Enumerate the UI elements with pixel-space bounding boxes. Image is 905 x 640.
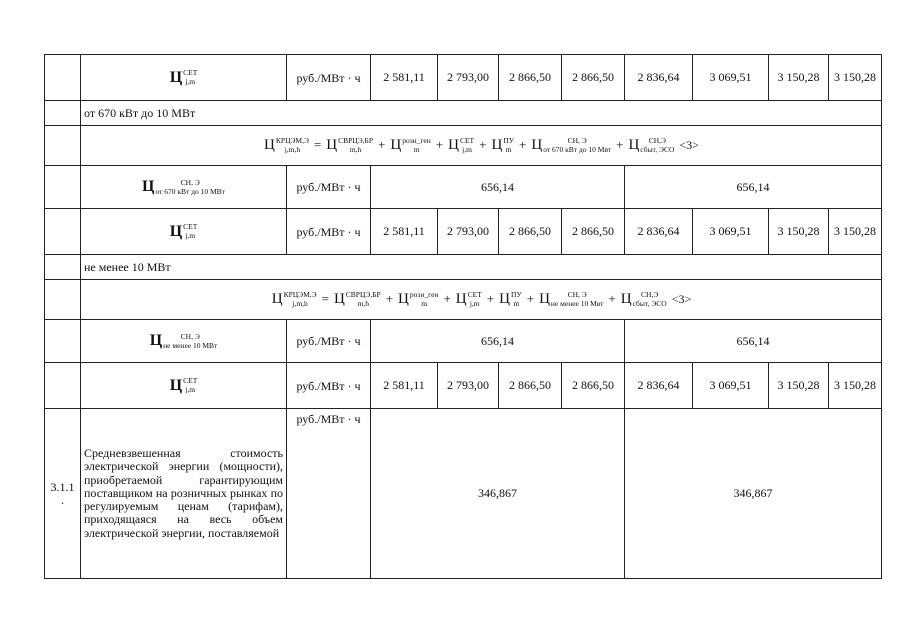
price-cell: 3 069,51 bbox=[693, 55, 769, 101]
price-cell: 2 793,00 bbox=[438, 55, 499, 101]
price-cell: 2 836,64 bbox=[625, 209, 693, 255]
formula-10: Ц КРЦЭМ,Э j,m,h = Ц СВРЦЭ,БР m,h + Ц розн_ген m + Ц СЕТ j,m + Ц ПУ m + Ц СН, Э не менее 10 Мвт + Ц СН,Э сбыт, ЭСО <3> bbox=[81, 280, 882, 320]
price-cell: 3 150,28 bbox=[769, 363, 829, 409]
price-cell: 2 866,50 bbox=[499, 363, 562, 409]
price-cell: 2 581,11 bbox=[371, 209, 438, 255]
unit-cell: руб./МВт · ч bbox=[287, 166, 371, 209]
unit-cell: руб./МВт · ч bbox=[287, 363, 371, 409]
price-cell: 2 793,00 bbox=[438, 363, 499, 409]
price-cell: 3 150,28 bbox=[769, 55, 829, 101]
tariff-table bbox=[44, 54, 882, 579]
table-row bbox=[45, 320, 882, 363]
price-cell: 3 150,28 bbox=[829, 363, 882, 409]
price-cell: 3 069,51 bbox=[693, 363, 769, 409]
price-cell: 2 836,64 bbox=[625, 55, 693, 101]
index-cell bbox=[45, 101, 81, 126]
index-cell bbox=[45, 126, 81, 166]
footnote-ref: <3> bbox=[671, 292, 692, 306]
table-row bbox=[45, 280, 882, 320]
symbol-cell: Ц СЕТ j,m bbox=[81, 363, 287, 409]
row-description: Средневзвешенная стоимость электрической энергии (мощности), приобретаемой гарантирующим поставщиком на розничных рынках по регулируемым ценам (тарифам), приходящаяся на весь объем электрической энергии, поставляемой bbox=[81, 409, 287, 579]
value-cell-h1: 656,14 bbox=[371, 166, 625, 209]
section-label: не менее 10 МВт bbox=[81, 255, 882, 280]
table-row bbox=[45, 126, 882, 166]
price-cell: 2 866,50 bbox=[562, 209, 625, 255]
symbol-cell: Ц СН, Э от 670 кВт до 10 МВт bbox=[81, 166, 287, 209]
index-cell bbox=[45, 320, 81, 363]
price-cell: 3 150,28 bbox=[829, 55, 882, 101]
table-row bbox=[45, 101, 882, 126]
price-cell: 2 866,50 bbox=[499, 209, 562, 255]
value-cell-h2: 656,14 bbox=[625, 166, 882, 209]
unit-cell: руб./МВт · ч bbox=[287, 55, 371, 101]
price-cell: 2 581,11 bbox=[371, 363, 438, 409]
index-cell bbox=[45, 166, 81, 209]
value-cell-h2: 656,14 bbox=[625, 320, 882, 363]
table-row bbox=[45, 166, 882, 209]
value-cell-h2: 346,867 bbox=[625, 409, 882, 579]
unit-cell: руб./МВт · ч bbox=[287, 320, 371, 363]
index-cell bbox=[45, 209, 81, 255]
price-cell: 3 150,28 bbox=[769, 209, 829, 255]
index-cell bbox=[45, 280, 81, 320]
table-row bbox=[45, 409, 882, 579]
index-cell bbox=[45, 255, 81, 280]
price-cell: 2 581,11 bbox=[371, 55, 438, 101]
unit-cell: руб./МВт · ч bbox=[287, 209, 371, 255]
value-cell-h1: 346,867 bbox=[371, 409, 625, 579]
row-index: 3.1.1 . bbox=[45, 409, 81, 579]
section-label: от 670 кВт до 10 МВт bbox=[81, 101, 882, 126]
symbol-cell: Ц СН, Э не менее 10 МВт bbox=[81, 320, 287, 363]
price-cell: 3 069,51 bbox=[693, 209, 769, 255]
table-row bbox=[45, 55, 882, 101]
formula-670: Ц КРЦЭМ,Э j,m,h = Ц СВРЦЭ,БР m,h + Ц розн_ген m + Ц СЕТ j,m + Ц ПУ m + Ц СН, Э от 670 кВт до 10 Мвт + Ц СН,Э сбыт, ЭСО <3> bbox=[81, 126, 882, 166]
price-cell: 2 866,50 bbox=[562, 363, 625, 409]
price-cell: 2 836,64 bbox=[625, 363, 693, 409]
index-cell bbox=[45, 55, 81, 101]
price-cell: 2 866,50 bbox=[562, 55, 625, 101]
value-cell-h1: 656,14 bbox=[371, 320, 625, 363]
price-cell: 3 150,28 bbox=[829, 209, 882, 255]
table-row bbox=[45, 363, 882, 409]
footnote-ref: <3> bbox=[679, 138, 699, 152]
index-cell bbox=[45, 363, 81, 409]
table-row bbox=[45, 209, 882, 255]
price-cell: 2 793,00 bbox=[438, 209, 499, 255]
unit-cell: руб./МВт · ч bbox=[287, 409, 371, 579]
symbol-cell: Ц СЕТ j,m bbox=[81, 209, 287, 255]
price-cell: 2 866,50 bbox=[499, 55, 562, 101]
table-row bbox=[45, 255, 882, 280]
symbol-cell: Ц СЕТ j,m bbox=[81, 55, 287, 101]
